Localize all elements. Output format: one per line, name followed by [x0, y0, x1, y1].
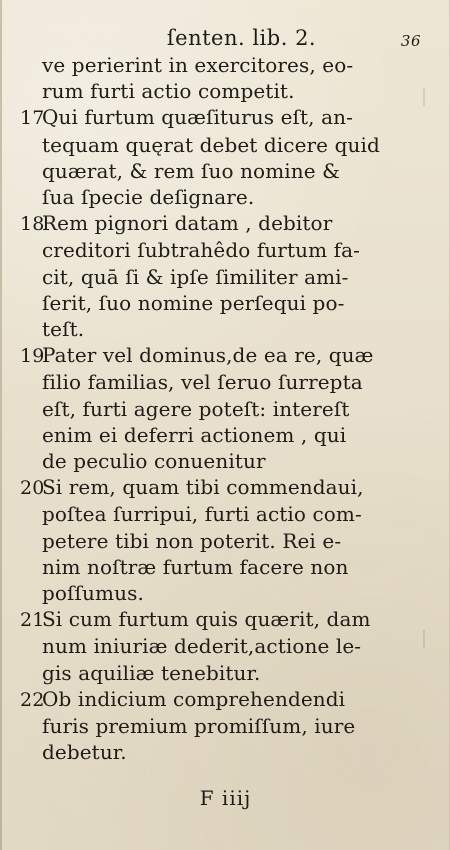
entry-number: 21 [20, 609, 45, 632]
entry-22 [20, 686, 429, 766]
entry-21 [20, 606, 429, 686]
text-line: poſtea ſurripui, furti actio com- [42, 502, 362, 527]
text-line: Si cum furtum quis quærit, dam [42, 607, 371, 632]
text-line: tequam quęrat debet dicere quid [42, 132, 380, 157]
bleed-through-mark [423, 630, 425, 648]
entry-continuation [20, 52, 429, 104]
entry-number: 20 [20, 477, 45, 500]
page-number: 36 [400, 32, 421, 50]
entry-18 [20, 210, 429, 342]
entry-number: 17 [20, 107, 45, 130]
text-line: Rem pignori datam , debitor [42, 211, 333, 236]
text-line: Pater vel dominus,de ea re, quæ [42, 343, 374, 368]
text-line: creditori ſubtrahêdo furtum fa- [42, 238, 360, 263]
entry-17 [20, 104, 429, 210]
text-line: furis premium promiſſum, iure [42, 714, 356, 739]
text-line: cit, quā ſi & ipſe ſimiliter ami- [42, 264, 349, 289]
text-line: nim noſtræ furtum facere non [42, 554, 349, 579]
entry-number: 22 [20, 688, 45, 711]
page-header [62, 10, 421, 50]
signature-mark: F iiij [199, 786, 252, 810]
text-line: petere tibi non poterit. Rei e- [42, 528, 342, 553]
entry-19 [20, 342, 429, 474]
text-line: teſt. [42, 317, 85, 342]
text-line: filio familias, vel ſeruo ſurrepta [42, 370, 363, 395]
text-line: Si rem, quam tibi commendaui, [42, 475, 364, 500]
text-line: ſerit, ſuo nomine perſequi po- [42, 290, 345, 315]
text-line: de peculio conuenitur [42, 449, 266, 474]
text-body [20, 52, 429, 765]
running-head: ſenten. lib. 2. [166, 26, 317, 50]
entry-number: 19 [20, 345, 45, 368]
text-line: quærat, & rem ſuo nomine & [42, 158, 341, 183]
text-line: gis aquiliæ tenebitur. [42, 660, 261, 685]
text-line: enim ei deferri actionem , qui [42, 422, 347, 447]
text-line: eſt, furti agere poteſt: intereſt [42, 396, 350, 421]
entry-number: 18 [20, 213, 45, 236]
entry-20 [20, 474, 429, 606]
text-line: Ob indicium comprehendendi [42, 686, 346, 711]
text-line: poſſumus. [42, 581, 144, 606]
text-line: num iniuriæ dederit,actione le- [42, 634, 362, 659]
text-line: debetur. [42, 740, 127, 765]
text-line: ſua ſpecie deſignare. [42, 185, 255, 210]
text-line: ve perierint in exercitores, eo- [42, 53, 354, 77]
text-line: rum furti actio competit. [42, 79, 295, 104]
bleed-through-mark [423, 88, 425, 106]
text-line: Qui furtum quæſiturus eſt, an- [42, 105, 353, 130]
